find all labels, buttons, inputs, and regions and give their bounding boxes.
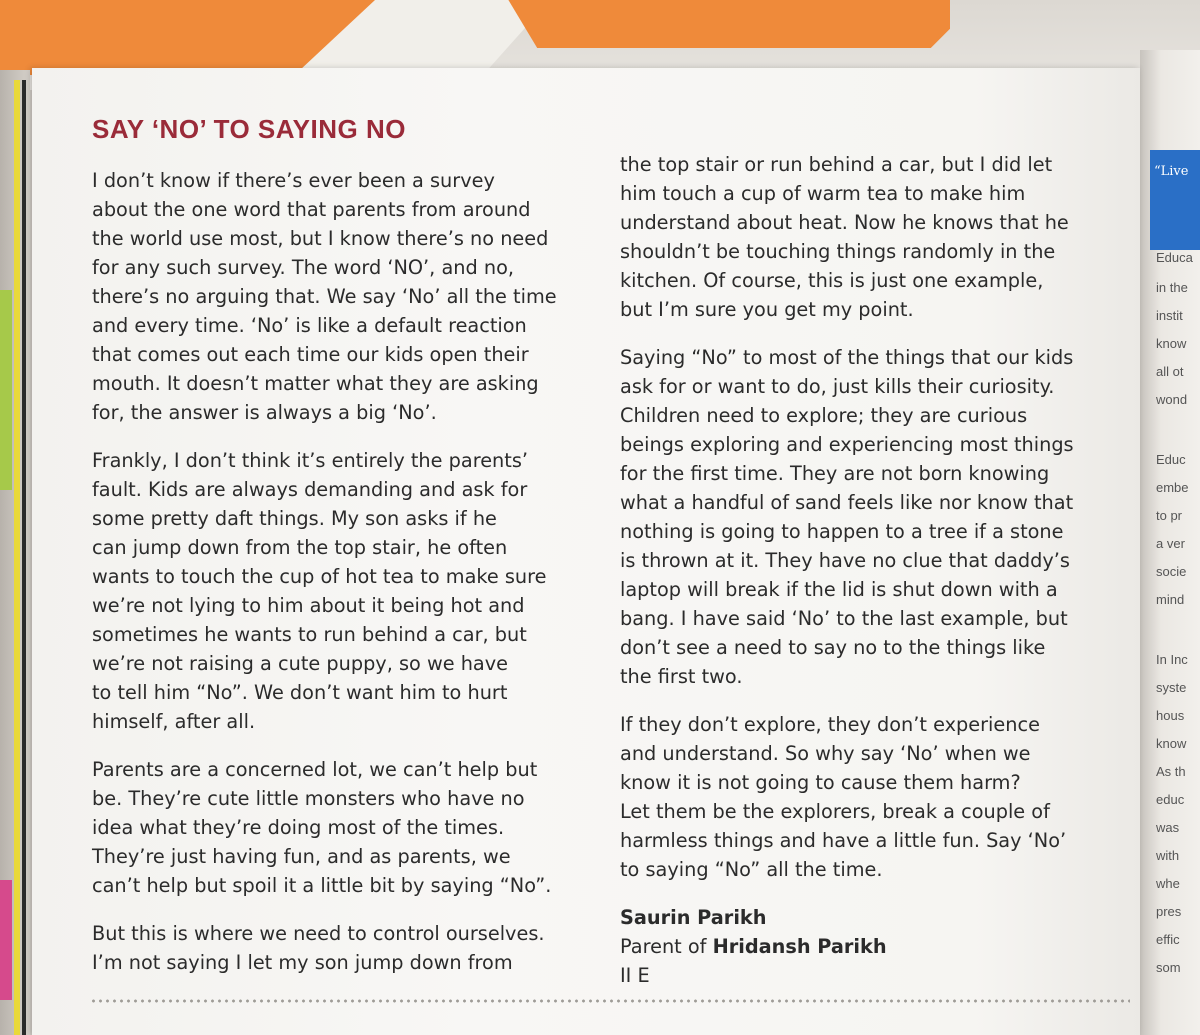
left-column <box>92 166 612 996</box>
left-edge-stripe-green <box>0 290 12 490</box>
paragraph: Frankly, I don’t think it’s entirely the parents’ fault. Kids are always demanding and ask for some pretty daft things. My son asks if he can jump down from the top stair, he often wants to touch the cup of hot tea to make sure we’re not lying to him about it being hot and sometimes he wants to run behind a car, but we’re not raising a cute puppy, so we have to tell him “No”. We don’t want him to hurt himself, after all. <box>92 449 547 733</box>
neighbor-text-fragment: hous <box>1156 708 1185 723</box>
neighbor-text-fragment: with <box>1156 848 1180 863</box>
left-edge-stripe-yellow <box>14 80 20 1035</box>
child-class: II E <box>620 964 650 987</box>
left-edge-stripe-magenta <box>0 880 12 1000</box>
paragraph: But this is where we need to control ourselves. I’m not saying I let my son jump down from <box>92 922 545 974</box>
neighbor-text-fragment: mind <box>1156 592 1185 607</box>
neighbor-text-fragment: As th <box>1156 764 1186 779</box>
neighbor-blue-box <box>1150 150 1200 250</box>
neighbor-text-fragment: embe <box>1156 480 1189 495</box>
neighbor-box-label: “Live <box>1154 164 1189 179</box>
right-column <box>620 150 1125 990</box>
paragraph: the top stair or run behind a car, but I did let him touch a cup of warm tea to make him understand about heat. Now he knows that he shouldn’t be touching things randomly in the kitchen. Of course, this is just one example, but I’m sure you get my point. <box>620 153 1069 321</box>
neighbor-text-fragment: was <box>1156 820 1180 835</box>
dotted-divider <box>90 997 1130 1005</box>
neighbor-text-fragment: syste <box>1156 680 1187 695</box>
left-edge-stripe-black <box>22 80 26 1035</box>
neighbor-text-fragment: to pr <box>1156 508 1183 523</box>
paragraph: If they don’t explore, they don’t experience and understand. So why say ‘No’ when we know it is not going to cause them harm? Let them be the explorers, break a couple of harmless things and have a little fun. Say ‘No’ to saying “No” all the time. <box>620 713 1067 881</box>
neighbor-text-fragment: whe <box>1156 876 1180 891</box>
neighbor-text-fragment: pres <box>1156 904 1182 919</box>
neighbor-text-fragment: som <box>1156 960 1181 975</box>
paragraph: I don’t know if there’s ever been a survey about the one word that parents from around the world use most, but I know there’s no need for any such survey. The word ‘NO’, and no, there’s no arguing that. We say ‘No’ all the time and every time. ‘No’ is like a default reaction that comes out each time our kids open their mouth. It doesn’t matter what they are asking for, the answer is always a big ‘No’. <box>92 169 557 424</box>
signature-block <box>620 903 1125 990</box>
neighbor-text-fragment: all ot <box>1156 364 1184 379</box>
neighbor-text-fragment: a ver <box>1156 536 1185 551</box>
author-name: Saurin Parikh <box>620 906 767 929</box>
neighbor-text-fragment: know <box>1156 736 1187 751</box>
paragraph: Parents are a concerned lot, we can’t help but be. They’re cute little monsters who have no idea what they’re doing most of the times. They’re just having fun, and as parents, we can’t help but spoil it a little bit by saying “No”. <box>92 758 552 897</box>
article-title: SAY ‘NO’ TO SAYING NO <box>92 114 406 144</box>
paragraph: Saying “No” to most of the things that our kids ask for or want to do, just kills their curiosity. Children need to explore; they are curious beings exploring and experiencing most things for the first time. They are not born knowing what a handful of sand feels like nor know that nothing is going to happen to a tree if a stone is thrown at it. They have no clue that daddy’s laptop will break if the lid is shut down with a bang. I have said ‘No’ to the last example, but don’t see a need to say no to the things like the first two. <box>620 346 1074 688</box>
author-relation <box>620 935 887 958</box>
article-page <box>32 68 1140 1035</box>
neighbor-text-fragment: effic <box>1156 932 1180 947</box>
neighbor-text-fragment: In Inc <box>1156 652 1188 667</box>
neighbor-text-fragment: know <box>1156 336 1187 351</box>
background-orange-banner-right <box>470 0 950 48</box>
neighbor-text-fragment: Educa <box>1156 250 1193 265</box>
neighbor-text-fragment: instit <box>1156 308 1183 323</box>
neighbor-text-fragment: educ <box>1156 792 1185 807</box>
neighbor-text-fragment: socie <box>1156 564 1187 579</box>
relation-prefix: Parent of <box>620 935 707 958</box>
neighbor-text-fragment: in the <box>1156 280 1188 295</box>
neighbor-page <box>1140 50 1200 1035</box>
neighbor-text-fragment: Educ <box>1156 452 1186 467</box>
neighbor-text-fragment: wond <box>1156 392 1188 407</box>
child-name: Hridansh Parikh <box>712 935 887 958</box>
